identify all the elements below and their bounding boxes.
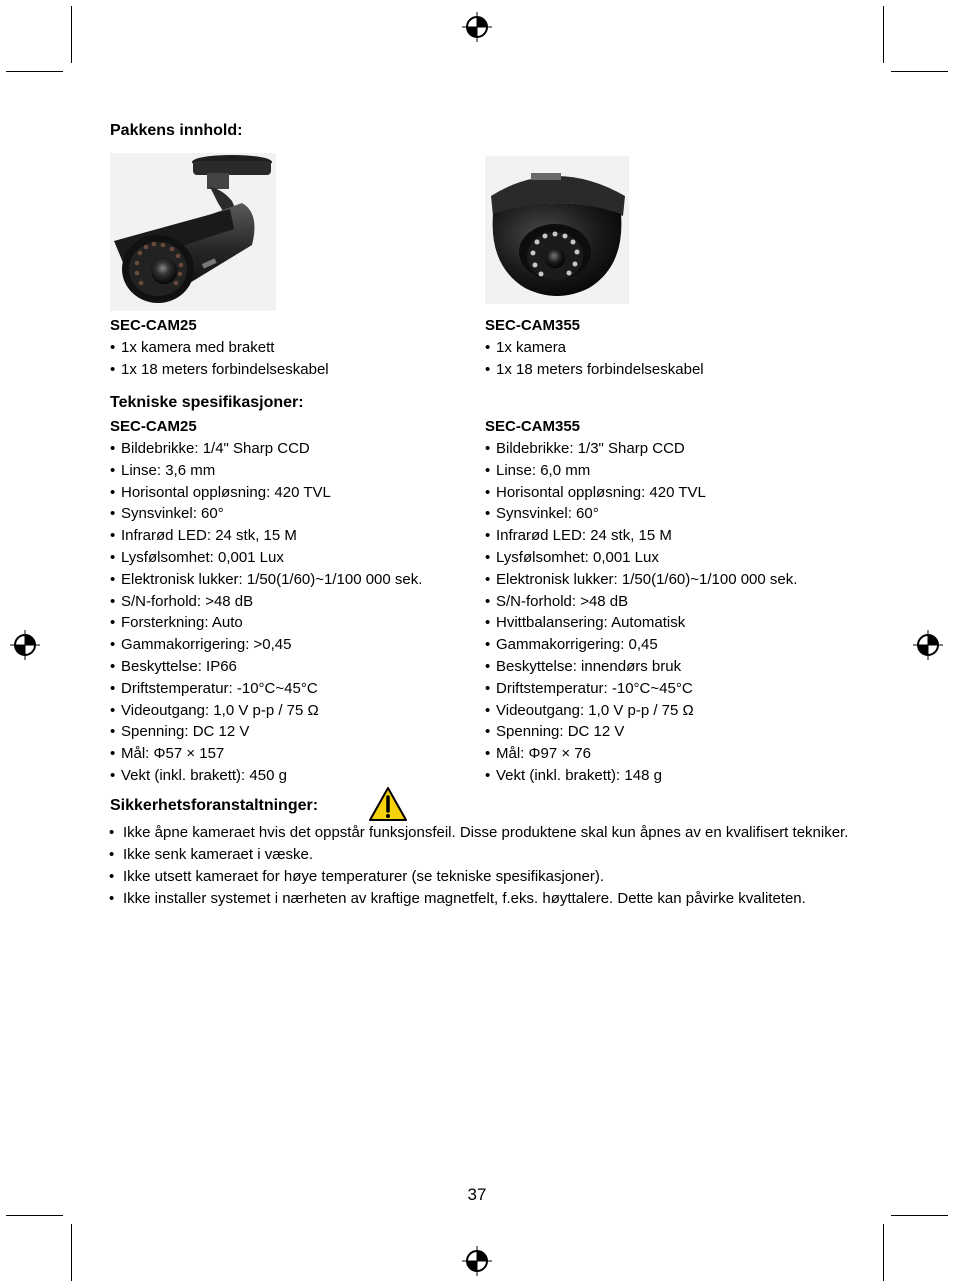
list-item: • Lysfølsomhet: 0,001 Lux [485,547,797,569]
dome-camera-image [485,156,629,304]
list-item: • Driftstemperatur: -10°C~45°C [110,678,422,700]
model-name: SEC-CAM355 [485,317,581,334]
crop-mark [891,71,948,72]
specs-list-left [110,416,422,787]
list-item: • 1x kamera med brakett [110,337,329,359]
crop-mark [71,1224,72,1281]
model-name: SEC-CAM355 [485,418,581,435]
model-name: SEC-CAM25 [110,317,197,334]
package-contents-heading: Pakkens innhold: [110,122,243,139]
list-item: • Gammakorrigering: 0,45 [485,634,797,656]
list-item: • Mål: Φ97 × 76 [485,743,797,765]
list-item: • Horisontal oppløsning: 420 TVL [110,482,422,504]
list-item: • Synsvinkel: 60° [485,503,797,525]
list-item: • Vekt (inkl. brakett): 450 g [110,765,422,787]
specifications-heading: Tekniske spesifikasjoner: [110,394,304,411]
list-item: • Elektronisk lukker: 1/50(1/60)~1/100 000 sek. [485,569,797,591]
list-item: • Gammakorrigering: >0,45 [110,634,422,656]
registration-mark-icon [913,630,943,660]
safety-list [109,822,854,910]
bullet-camera-image [110,153,276,311]
list-item: • Videoutgang: 1,0 V p-p / 75 Ω [110,700,422,722]
safety-heading: Sikkerhetsforanstaltninger: [110,797,319,814]
list-item: • Hvittbalansering: Automatisk [485,612,797,634]
crop-mark [6,1215,63,1216]
crop-mark [71,6,72,63]
list-item: • Driftstemperatur: -10°C~45°C [485,678,797,700]
list-item: • Lysfølsomhet: 0,001 Lux [110,547,422,569]
list-item: • Forsterkning: Auto [110,612,422,634]
list-item: • Vekt (inkl. brakett): 148 g [485,765,797,787]
list-item: • Bildebrikke: 1/3" Sharp CCD [485,438,797,460]
page-number: 37 [467,1185,487,1204]
list-item: • Ikke utsett kameraet for høye temperaturer (se tekniske spesifikasjoner). [109,866,854,888]
warning-triangle-icon [368,786,408,822]
package-list-left [110,315,329,381]
list-item: • Ikke senk kameraet i væske. [109,844,854,866]
list-item: • Ikke åpne kameraet hvis det oppstår funksjonsfeil. Disse produktene skal kun åpnes av en kvalifisert tekniker. [109,822,854,844]
list-item: • S/N-forhold: >48 dB [485,591,797,613]
list-item: • Spenning: DC 12 V [485,721,797,743]
crop-mark [891,1215,948,1216]
list-item: • Videoutgang: 1,0 V p-p / 75 Ω [485,700,797,722]
list-item: • Linse: 3,6 mm [110,460,422,482]
list-item: • Beskyttelse: innendørs bruk [485,656,797,678]
crop-mark [883,1224,884,1281]
list-item: • Elektronisk lukker: 1/50(1/60)~1/100 000 sek. [110,569,422,591]
registration-mark-icon [10,630,40,660]
specs-list-right [485,416,797,787]
list-item: • 1x 18 meters forbindelseskabel [110,359,329,381]
list-item: • Ikke installer systemet i nærheten av kraftige magnetfelt, f.eks. høyttalere. Dette kan påvirke kvaliteten. [109,888,854,910]
list-item: • Linse: 6,0 mm [485,460,797,482]
list-item: • Horisontal oppløsning: 420 TVL [485,482,797,504]
list-item: • 1x 18 meters forbindelseskabel [485,359,704,381]
list-item: • Bildebrikke: 1/4" Sharp CCD [110,438,422,460]
list-item: • Beskyttelse: IP66 [110,656,422,678]
list-item: • Infrarød LED: 24 stk, 15 M [485,525,797,547]
crop-mark [6,71,63,72]
registration-mark-icon [462,1246,492,1276]
list-item: • Mål: Φ57 × 157 [110,743,422,765]
registration-mark-icon [462,12,492,42]
model-name: SEC-CAM25 [110,418,197,435]
crop-mark [883,6,884,63]
list-item: • Infrarød LED: 24 stk, 15 M [110,525,422,547]
list-item: • S/N-forhold: >48 dB [110,591,422,613]
list-item: • 1x kamera [485,337,704,359]
list-item: • Spenning: DC 12 V [110,721,422,743]
package-list-right [485,315,704,381]
list-item: • Synsvinkel: 60° [110,503,422,525]
